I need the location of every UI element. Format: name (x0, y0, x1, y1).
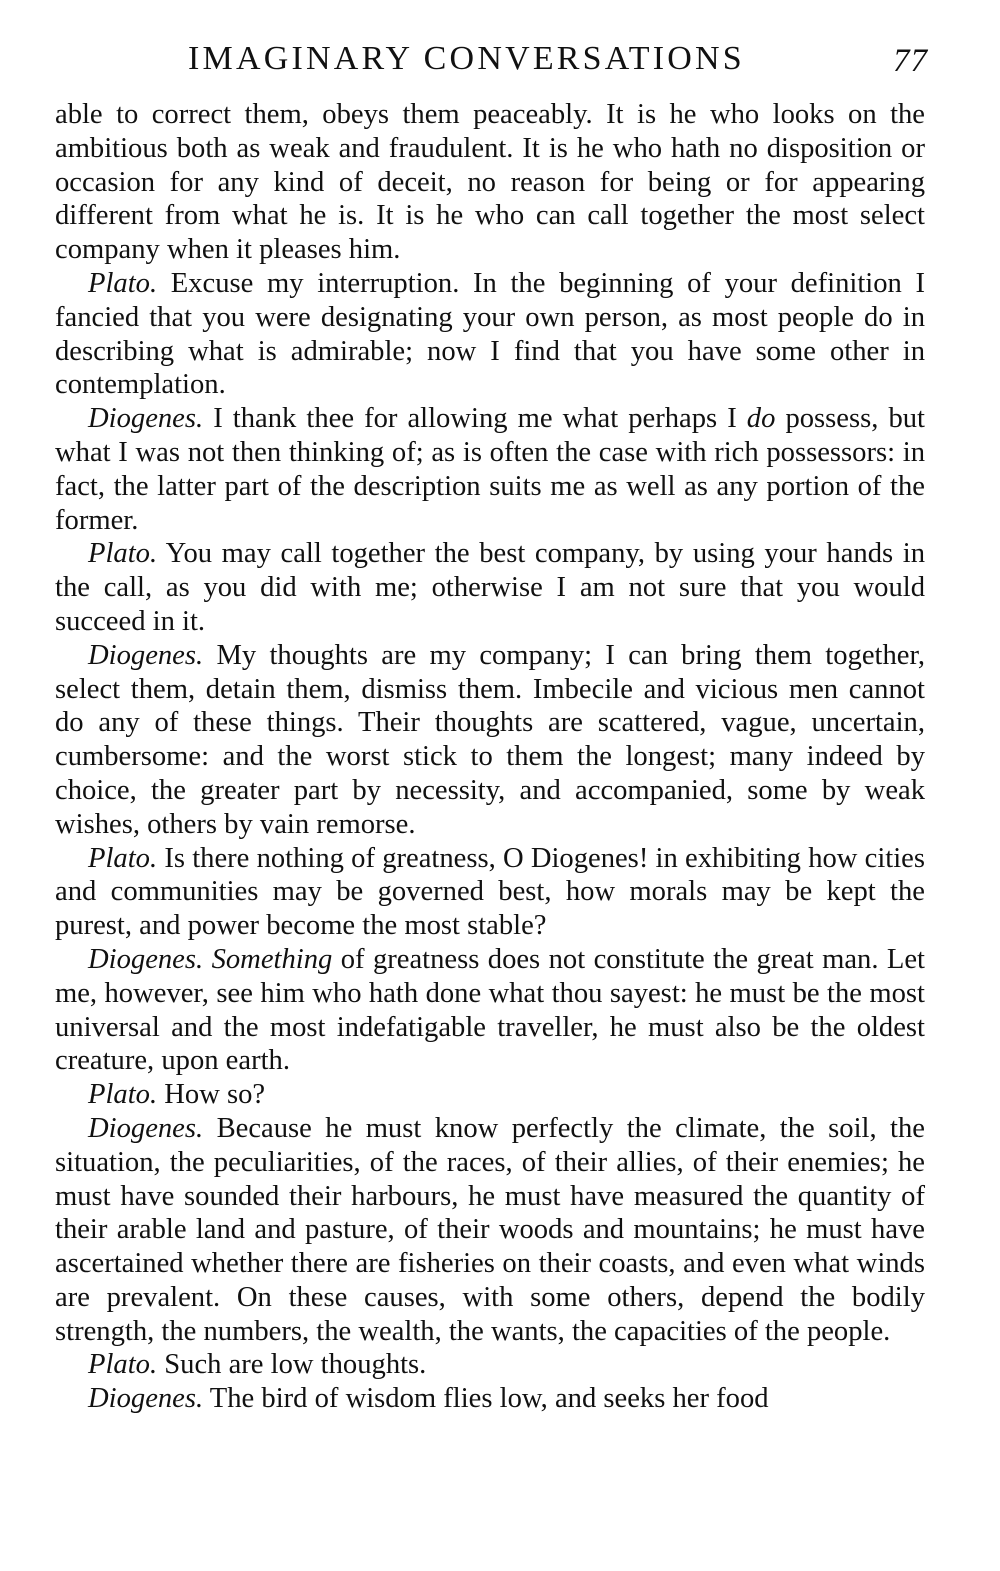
paragraph-text: able to correct them, obeys them peaceably. It is he who looks on the ambitious both as weak and fraudulent. It is he who hath no disposition or occasion for any kind of deceit, no reason for being or for appearing different from what he is. It is he who can call together the most select company when it pleases him. (55, 99, 925, 266)
speaker-name: Plato. (88, 267, 158, 299)
running-title: IMAGINARY CONVERSATIONS (188, 40, 745, 77)
paragraph-text: How so? (157, 1079, 266, 1111)
dialogue-paragraph (55, 1078, 925, 1112)
paragraph-text: I thank thee for allowing me what perhaps I (203, 403, 747, 435)
dialogue-paragraph (55, 402, 925, 537)
speaker-name: Diogenes. (88, 403, 204, 435)
paragraph-text: The bird of wisdom flies low, and seeks her food (203, 1383, 769, 1415)
paragraph-text: You may call together the best company, by using your hands in the call, as you did with me; otherwise I am not sure that you would succeed in it. (55, 538, 925, 637)
speaker-name: Plato. (88, 1079, 158, 1111)
paragraph-text: possess, but what I was not then thinking of; as is often the case with rich possessors: in fact, the latter part of the description suits me as well as any portion of the former. (55, 403, 925, 536)
dialogue-paragraph (55, 1348, 925, 1382)
dialogue-paragraph (55, 537, 925, 638)
paragraph-text: Excuse my interruption. In the beginning of your definition I fancied that you were designating your own person, as most people do in describing what is admirable; now I find that you have some other in contemplation. (55, 267, 925, 401)
speaker-name: Plato. (88, 842, 158, 874)
speaker-name: Plato. (88, 1349, 158, 1381)
paragraph-continuation (55, 98, 925, 267)
page-number: 77 (893, 43, 928, 79)
dialogue-paragraph (55, 1112, 925, 1349)
paragraph-text: Is there nothing of greatness, O Diogenes! in exhibiting how cities and communities may be governed best, how morals may be kept the purest, and power become the most stable? (55, 842, 925, 942)
dialogue-paragraph (55, 842, 925, 943)
dialogue-paragraph (55, 639, 925, 842)
dialogue-paragraph (55, 267, 925, 402)
speaker-name: Diogenes. (88, 943, 204, 975)
body-text (55, 98, 925, 1416)
speaker-name: Plato. (88, 538, 158, 570)
speaker-name: Diogenes. (88, 639, 204, 671)
speaker-name: Diogenes. (88, 1383, 204, 1415)
emphasized-word: do (746, 403, 776, 435)
paragraph-text: of greatness does not constitute the great man. Let me, however, see him who hath done what thou sayest: he must be the most universal and the most indefatigable traveller, he must also be the oldest creature, upon earth. (55, 943, 925, 1077)
paragraph-text: My thoughts are my company; I can bring them together, select them, detain them, dismiss them. Imbecile and vicious men cannot do any of these things. Their thoughts are scattered, vague, uncertain, cumbersome: and the worst stick to them the longest; many indeed by choice, the greater part by necessity, and accompanied, some by weak wishes, others by vain remorse. (55, 639, 925, 840)
speaker-name: Diogenes. (88, 1112, 204, 1144)
dialogue-paragraph (55, 1382, 925, 1416)
paragraph-text: Because he must know perfectly the climate, the soil, the situation, the peculiarities, of the races, of their allies, of their enemies; he must have sounded their harbours, he must have measured the quantity of their arable land and pasture, of their woods and mountains; he must have ascertained whether there are fisheries on their coasts, and even what winds are prevalent. On these causes, with some others, depend the bodily strength, the numbers, the wealth, the wants, the capacities of the people. (55, 1112, 925, 1347)
paragraph-text: Such are low thoughts. (157, 1349, 427, 1381)
running-head (188, 36, 928, 86)
emphasized-word: Something (211, 943, 333, 975)
dialogue-paragraph (55, 943, 925, 1078)
